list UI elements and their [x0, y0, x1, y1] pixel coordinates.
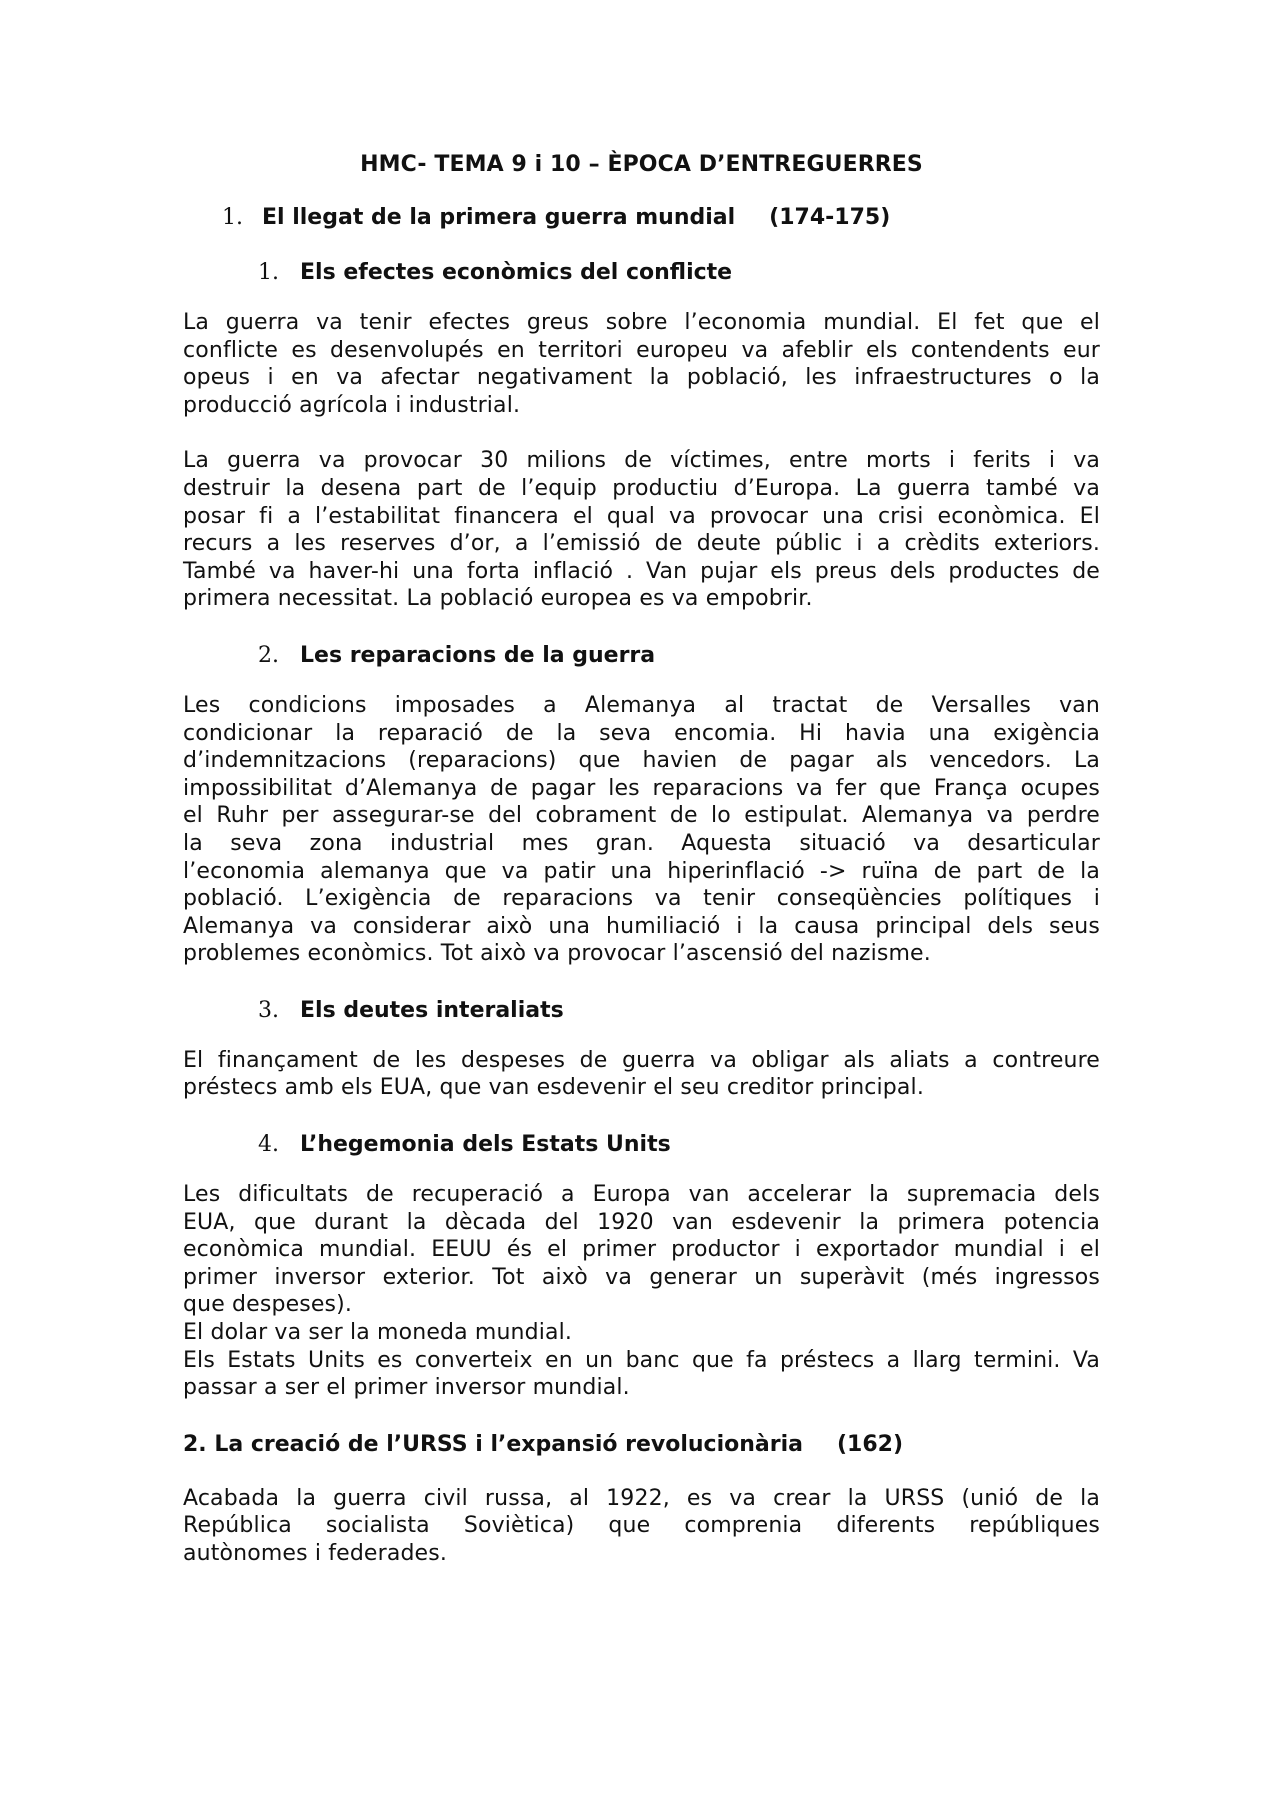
- paragraph-line: opeus i en va afectar negativament la població, les infraestructures o la: [183, 365, 1100, 391]
- paragraph-line: impossibilitat d’Alemanya de pagar les reparacions va fer que França ocupes: [183, 775, 1100, 801]
- paragraph-inter-allied-debts: [183, 1047, 1100, 1102]
- paragraph-line: conflicte es desenvolupés en territori europeu va afeblir els contendents eur: [183, 337, 1100, 363]
- paragraph-line: préstecs amb els EUA, que van esdevenir el seu creditor principal.: [183, 1075, 924, 1101]
- paragraph-line: primer inversor exterior. Tot això va generar un superàvit (més ingressos: [183, 1264, 1100, 1290]
- section-1-pages: (174-175): [769, 205, 891, 230]
- paragraph-line: d’indemnitzacions (reparacions) que havien de pagar als vencedors. La: [183, 748, 1100, 774]
- paragraph-line: Alemanya va considerar això una humiliació i la causa principal dels seus: [183, 913, 1100, 939]
- document-title: HMC- TEMA 9 i 10 – ÈPOCA D’ENTREGUERRES: [360, 152, 923, 177]
- paragraph-line: producció agrícola i industrial.: [183, 392, 521, 418]
- subsection-2-number: 2.: [258, 642, 279, 668]
- section-2-title: 2. La creació de l’URSS i l’expansió revolucionària: [183, 1431, 803, 1457]
- subsection-1-title: Els efectes econòmics del conflicte: [300, 260, 733, 285]
- section-1-heading: [183, 203, 1100, 233]
- paragraph-line: el Ruhr per assegurar-se del cobrament de lo estipulat. Alemanya va perdre: [183, 803, 1100, 829]
- paragraph-line: La guerra va tenir efectes greus sobre l’economia mundial. El fet que el: [183, 310, 1100, 335]
- paragraph-line: la seva zona industrial mes gran. Aquesta situació va desarticular: [183, 830, 1100, 856]
- subsection-4-heading: [183, 1130, 1100, 1160]
- paragraph-line: També va haver-hi una forta inflació . Van pujar els preus dels productes de: [183, 558, 1100, 584]
- paragraph-line: Acabada la guerra civil russa, al 1922, es va crear la URSS (unió de la: [183, 1485, 1100, 1511]
- paragraph-us-hegemony: [183, 1181, 1100, 1402]
- paragraph-line: El dolar va ser la moneda mundial.: [183, 1320, 573, 1346]
- paragraph-line: població. L’exigència de reparacions va tenir conseqüències polítiques i: [183, 886, 1100, 912]
- paragraph-line: l’economia alemanya que va patir una hiperinflació -> ruïna de part de la: [183, 858, 1100, 884]
- subsection-3-heading: [183, 996, 1100, 1026]
- paragraph-line: econòmica mundial. EEUU és el primer productor i exportador mundial i el: [183, 1237, 1100, 1263]
- section-1-title: El llegat de la primera guerra mundial: [262, 205, 736, 230]
- paragraph-line: Les condicions imposades a Alemanya al tractat de Versalles van: [183, 692, 1100, 718]
- paragraph-line: Els Estats Units es converteix en un banc que fa préstecs a llarg termini. Va: [183, 1347, 1100, 1373]
- paragraph-economic-effects: [183, 309, 1100, 419]
- paragraph-line: que despeses).: [183, 1292, 353, 1318]
- paragraph-line: destruir la desena part de l’equip productiu d’Europa. La guerra també va: [183, 475, 1100, 501]
- subsection-3-number: 3.: [258, 997, 279, 1023]
- paragraph-line: condicionar la reparació de la seva encomia. Hi havia una exigència: [183, 720, 1100, 746]
- paragraph-line: República socialista Soviètica) que comprenia diferents repúbliques: [183, 1513, 1100, 1539]
- paragraph-line: El finançament de les despeses de guerra va obligar als aliats a contreure: [183, 1047, 1100, 1073]
- subsection-2-title: Les reparacions de la guerra: [300, 642, 656, 668]
- paragraph-reparations: [183, 692, 1100, 968]
- subsection-3-title: Els deutes interaliats: [300, 997, 564, 1023]
- subsection-4-title: L’hegemonia dels Estats Units: [300, 1132, 671, 1158]
- paragraph-victims: [183, 447, 1100, 613]
- paragraph-line: posar fi a l’estabilitat financera el qual va provocar una crisi econòmica. El: [183, 503, 1100, 529]
- section-2-heading: [183, 1430, 1100, 1460]
- paragraph-line: EUA, que durant la dècada del 1920 van esdevenir la primera potencia: [183, 1209, 1100, 1235]
- paragraph-line: primera necessitat. La població europea es va empobrir.: [183, 586, 813, 612]
- section-2-pages: (162): [837, 1431, 904, 1457]
- paragraph-line: recurs a les reserves d’or, a l’emissió de deute públic i a crèdits exteriors.: [183, 531, 1100, 557]
- section-1-number: 1.: [222, 205, 243, 230]
- document-body: [183, 150, 1100, 1568]
- paragraph-line: passar a ser el primer inversor mundial.: [183, 1375, 630, 1401]
- paragraph-line: La guerra va provocar 30 milions de víctimes, entre morts i ferits i va: [183, 448, 1100, 474]
- subsection-1-number: 1.: [258, 260, 279, 285]
- paragraph-line: autònomes i federades.: [183, 1541, 448, 1566]
- paragraph-line: Les dificultats de recuperació a Europa van accelerar la supremacia dels: [183, 1182, 1100, 1208]
- subsection-2-heading: [183, 641, 1100, 671]
- paragraph-line: problemes econòmics. Tot això va provocar l’ascensió del nazisme.: [183, 941, 931, 967]
- subsection-4-number: 4.: [258, 1132, 279, 1158]
- subsection-1-heading: [183, 258, 1100, 288]
- paragraph-urss: [183, 1485, 1100, 1568]
